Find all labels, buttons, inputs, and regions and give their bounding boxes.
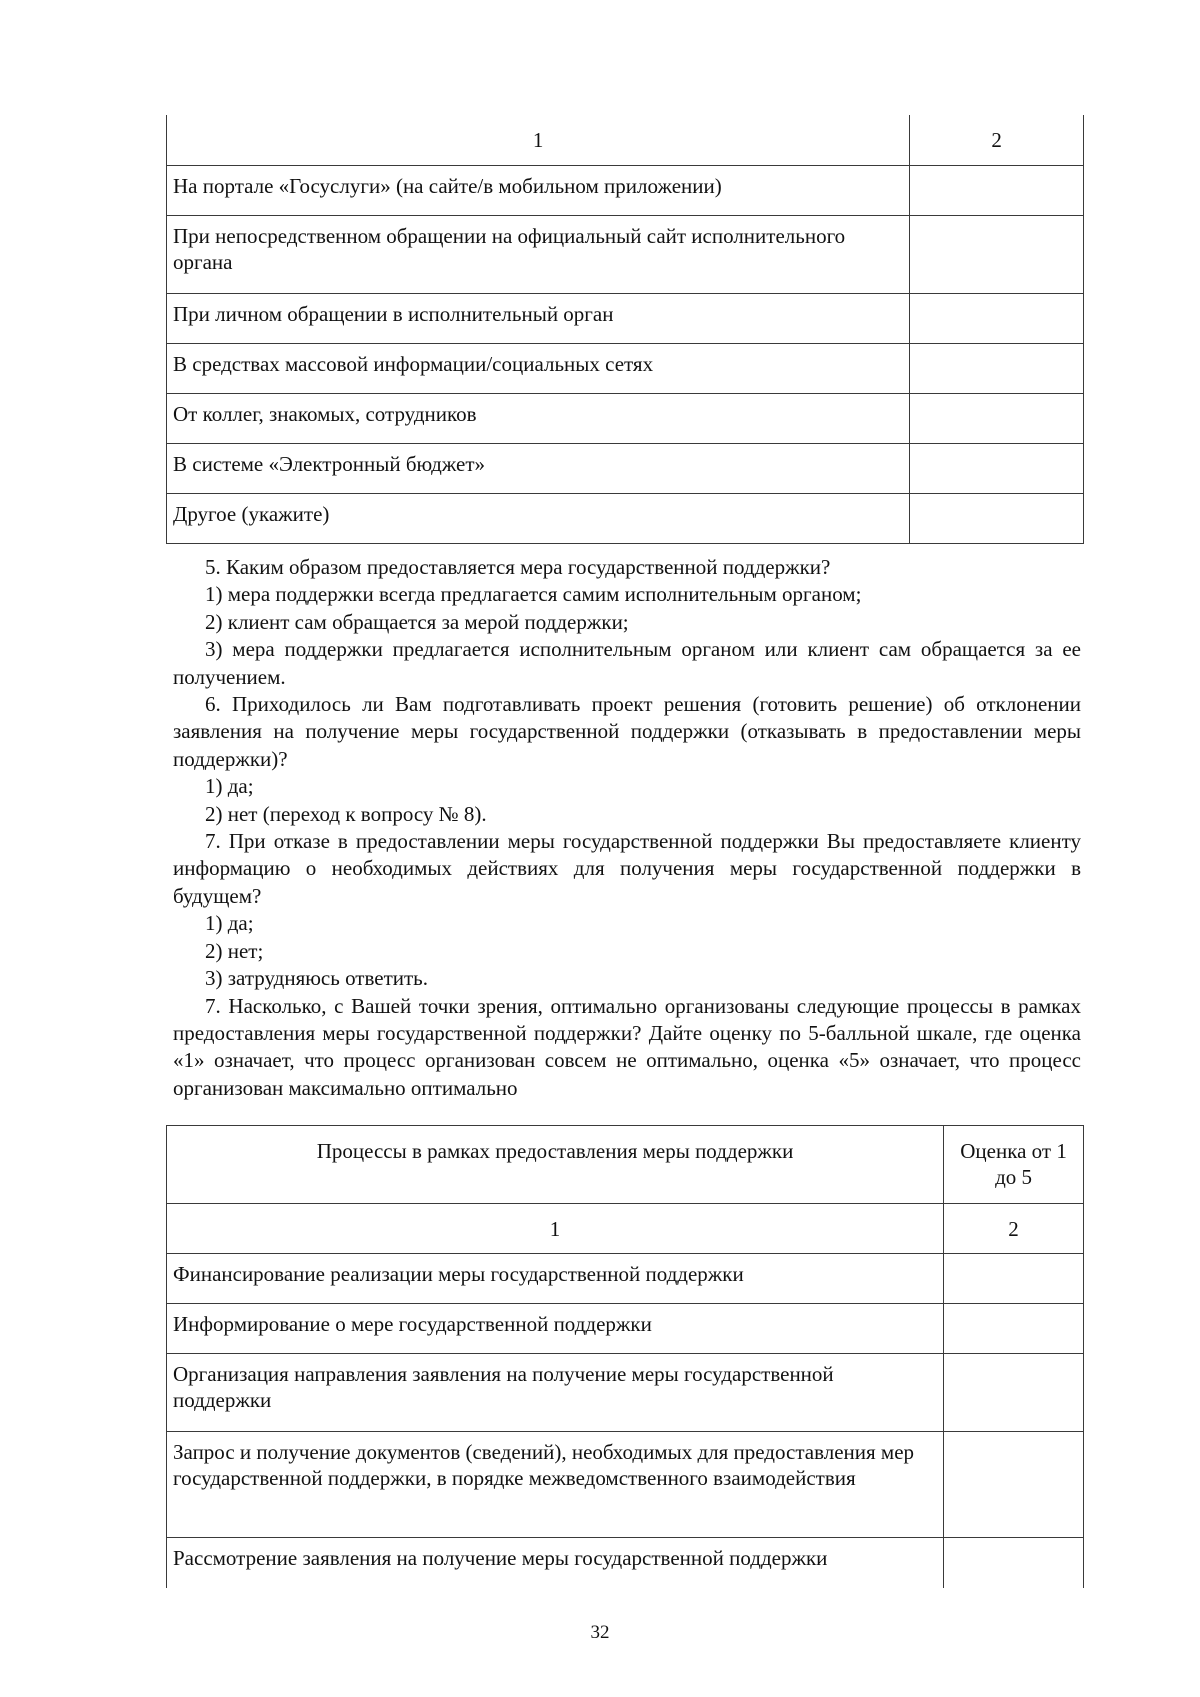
row-label: Финансирование реализации меры государственной поддержки [167, 1254, 944, 1304]
answer-option: 1) мера поддержки всегда предлагается самим исполнительным органом; [205, 582, 862, 607]
answer-cell[interactable] [910, 343, 1084, 393]
answer-option: 3) затрудняюсь ответить. [205, 966, 429, 991]
col-number-2: 2 [910, 115, 1084, 165]
table-row [167, 1538, 1084, 1588]
rating-cell[interactable] [944, 1254, 1084, 1304]
table-row [167, 215, 1084, 293]
processes-rating-table [166, 1125, 1084, 1588]
row-label: В системе «Электронный бюджет» [167, 443, 910, 493]
answer-cell[interactable] [910, 443, 1084, 493]
questionnaire-text [173, 554, 1081, 1102]
table-row [167, 1304, 1084, 1354]
question-7-rating: 7. Насколько, с Вашей точки зрения, оптимально организованы следующие процессы в рамках предоставления меры государственной поддержки? Дайте оценку по 5-балльной шкале, где оценка «1» означает, что процесс организован совсем не оптимально, оценка «5» означает, что процесс организован максимально оптимально [173, 993, 1081, 1100]
col-number-2: 2 [944, 1204, 1084, 1254]
answer-option: 1) да; [205, 911, 254, 936]
row-label: При личном обращении в исполнительный орган [167, 293, 910, 343]
sources-table [166, 115, 1084, 544]
row-label: На портале «Госуслуги» (на сайте/в мобильном приложении) [167, 165, 910, 215]
row-label: От коллег, знакомых, сотрудников [167, 393, 910, 443]
answer-option: 2) нет; [205, 938, 264, 963]
question-7: 7. При отказе в предоставлении меры государственной поддержки Вы предоставляете клиенту информацию о необходимых действиях для получения меры государственной поддержки в будущем? [173, 829, 1081, 908]
rating-cell[interactable] [944, 1432, 1084, 1538]
answer-cell[interactable] [910, 165, 1084, 215]
table-row [167, 293, 1084, 343]
answer-cell[interactable] [910, 393, 1084, 443]
rating-cell[interactable] [944, 1354, 1084, 1432]
table-row [167, 1432, 1084, 1538]
row-label: Организация направления заявления на получение меры государственной поддержки [167, 1354, 944, 1432]
table-header [167, 1126, 1084, 1204]
answer-option: 3) мера поддержки предлагается исполнительным органом или клиент сам обращается за ее получением. [173, 637, 1081, 689]
table-row [167, 493, 1084, 543]
row-label: Рассмотрение заявления на получение меры государственной поддержки [167, 1538, 944, 1588]
rating-cell[interactable] [944, 1538, 1084, 1588]
table-row [167, 443, 1084, 493]
row-label: Информирование о мере государственной поддержки [167, 1304, 944, 1354]
row-label: Другое (укажите) [167, 493, 910, 543]
table-header-numbers [167, 1204, 1084, 1254]
answer-cell[interactable] [910, 293, 1084, 343]
answer-option: 1) да; [205, 774, 254, 799]
answer-option: 2) нет (переход к вопросу № 8). [205, 801, 487, 826]
row-label: В средствах массовой информации/социальных сетях [167, 343, 910, 393]
col-number-1: 1 [167, 1204, 944, 1254]
row-label: При непосредственном обращении на официальный сайт исполнительного органа [167, 215, 910, 293]
header-rating: Оценка от 1 до 5 [944, 1126, 1084, 1204]
question-5: 5. Каким образом предоставляется мера государственной поддержки? [205, 555, 831, 579]
table-row [167, 343, 1084, 393]
header-processes: Процессы в рамках предоставления меры поддержки [167, 1126, 944, 1204]
page-number: 32 [590, 1622, 610, 1643]
answer-option: 2) клиент сам обращается за мерой поддержки; [205, 609, 629, 634]
table-row [167, 1254, 1084, 1304]
col-number-1: 1 [167, 115, 910, 165]
answer-cell[interactable] [910, 493, 1084, 543]
table-header-numbers [167, 115, 1084, 165]
question-6: 6. Приходилось ли Вам подготавливать проект решения (готовить решение) об отклонении заявления на получение меры государственной поддержки (отказывать в предоставлении меры поддержки)? [173, 692, 1081, 771]
rating-cell[interactable] [944, 1304, 1084, 1354]
table-row [167, 393, 1084, 443]
answer-cell[interactable] [910, 215, 1084, 293]
table-row [167, 165, 1084, 215]
table-row [167, 1354, 1084, 1432]
row-label: Запрос и получение документов (сведений), необходимых для предоставления мер государственной поддержки, в порядке межведомственного взаимодействия [167, 1432, 944, 1538]
